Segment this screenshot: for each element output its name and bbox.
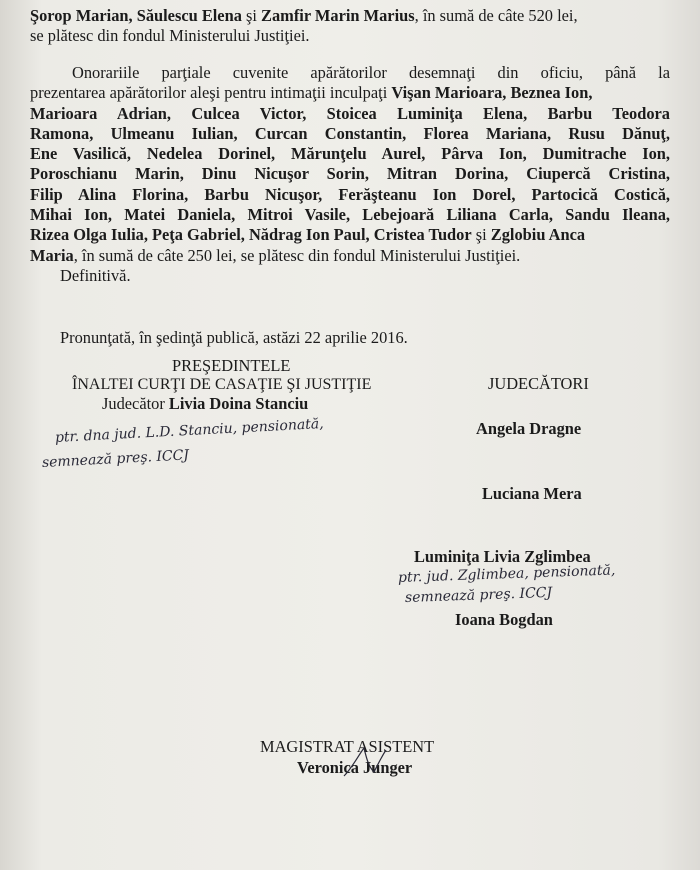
text-run: prezentarea apărătorilor aleşi pentru intimaţii inculpaţi bbox=[30, 83, 392, 103]
judge-name: Luminiţa Livia Zglimbea bbox=[414, 547, 591, 566]
bold-names: Şorop Marian, Săulescu Elena bbox=[30, 6, 242, 25]
paragraph-line bbox=[30, 6, 670, 26]
paragraph-line: Poroschianu Marin, Dinu Nicuşor Sorin, Mitran Dorina, Ciupercă Cristina, bbox=[30, 164, 670, 184]
signature-scribble-icon bbox=[340, 742, 390, 782]
bold-names: Vişan Marioara, Beznea Ion, bbox=[391, 83, 593, 103]
paragraph-fees-250 bbox=[30, 63, 670, 286]
paragraph-line bbox=[30, 246, 670, 266]
pronouncement-line: Pronunţată, în şedinţă publică, astăzi 22 aprilie 2016. bbox=[60, 328, 408, 347]
bold-names: Zamfir Marin Marius bbox=[261, 6, 415, 25]
paragraph-line: Onorariile parţiale cuvenite apărătorilor desemnaţi din oficiu, până la bbox=[72, 63, 670, 82]
handwritten-note: semnează preş. ICCJ bbox=[404, 584, 553, 606]
text-run: şi bbox=[241, 6, 262, 25]
handwritten-note: ptr. dna jud. L.D. Stanciu, pensionată, bbox=[54, 415, 325, 446]
text-run: , în sumă de câte 250 lei, se plătesc din fondul Ministerului Justiţiei. bbox=[73, 245, 521, 265]
judge-name: Ioana Bogdan bbox=[455, 610, 553, 629]
bold-names: Rizea Olga Iulia, Peţa Gabriel, Nădrag Ion Paul, Cristea Tudor bbox=[30, 225, 472, 245]
president-judge bbox=[102, 394, 308, 413]
judges-title: JUDECĂTORI bbox=[488, 374, 589, 393]
judge-name: Angela Dragne bbox=[476, 419, 582, 438]
judge-name: Luciana Mera bbox=[482, 484, 582, 503]
bold-names: Maria bbox=[30, 245, 74, 265]
president-title: PREŞEDINTELE bbox=[172, 356, 291, 375]
assistant-name: Veronica Junger bbox=[297, 758, 413, 777]
paragraph-line: Definitivă. bbox=[60, 265, 131, 285]
handwritten-note: ptr. jud. Zglimbea, pensionată, bbox=[397, 562, 616, 586]
assistant-title: MAGISTRAT ASISTENT bbox=[260, 737, 435, 756]
court-name: ÎNALTEI CURŢI DE CASAŢIE ŞI JUSTIŢIE bbox=[72, 376, 372, 393]
paragraph-fees-520 bbox=[30, 6, 670, 47]
paragraph-line: Ene Vasilică, Nedelea Dorinel, Mărunţelu Aurel, Pârva Ion, Dumitrache Ion, bbox=[30, 144, 670, 164]
paragraph-line: Filip Alina Florina, Barbu Nicuşor, Ferăşteanu Ion Dorel, Partocică Costică, bbox=[30, 184, 670, 204]
paragraph-line bbox=[30, 225, 670, 245]
judge-prefix: Judecător bbox=[102, 394, 169, 413]
text-run: şi bbox=[471, 225, 491, 245]
paragraph-line: Ramona, Ulmeanu Iulian, Curcan Constantin, Florea Mariana, Rusu Dănuţ, bbox=[30, 123, 670, 143]
paragraph-line bbox=[30, 83, 670, 103]
judge-name: Livia Doina Stanciu bbox=[168, 394, 309, 413]
text-run: , în sumă de câte 520 lei, bbox=[414, 6, 578, 25]
paragraph-line: se plătesc din fondul Ministerului Justiţiei. bbox=[30, 26, 310, 46]
handwritten-note: semnează preş. ICCJ bbox=[41, 447, 190, 471]
paragraph-line: Marioara Adrian, Culcea Victor, Stoicea Luminiţa Elena, Barbu Teodora bbox=[30, 103, 670, 123]
bold-names: Zglobiu Anca bbox=[490, 225, 586, 245]
paragraph-line: Mihai Ion, Matei Daniela, Mitroi Vasile, Lebejoară Liliana Carla, Sandu Ileana, bbox=[30, 205, 670, 225]
